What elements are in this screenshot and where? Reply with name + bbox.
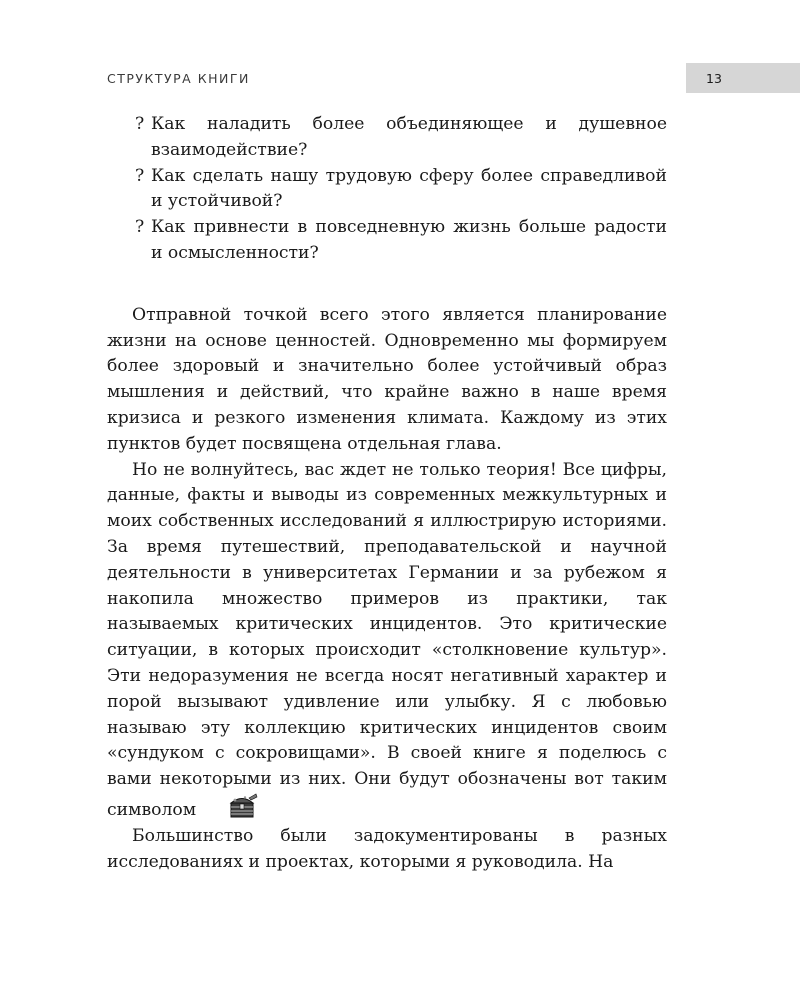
- paragraph-stories-text: Но не волнуйтесь, вас ждет не только теория! Все цифры, данные, факты и выводы из современных межкультурных и моих собственных исследований я иллюстрирую историями. За время путешествий, преподавательской и научной деятельности в университетах Германии и за рубежом я накопила множество примеров из практики, так называемых критических инцидентов. Это критические ситуации, в которых происходит «столкновение культур». Эти недоразумения не всегда носят негативный характер и порой вызывают удивление или улыбку. Я с любовью называю эту коллекцию критических инцидентов своим «сундуком с сокровищами». В своей книге я поделюсь с вами некоторыми из них. Они будут обозначены вот таким символом: [107, 459, 667, 820]
- page-number: 13: [706, 71, 722, 86]
- page-number-tab: [686, 63, 800, 93]
- paragraph-stories: [107, 458, 667, 824]
- question-marker: ?: [135, 114, 145, 134]
- question-item: [135, 164, 667, 216]
- question-item: [135, 112, 667, 164]
- question-text: Как привнести в повседневную жизнь больше радости и осмысленности?: [151, 217, 667, 263]
- running-head: СТРУКТУРА КНИГИ: [107, 71, 250, 86]
- treasure-chest-icon: [200, 793, 234, 819]
- question-text: Как сделать нашу трудовую сферу более справедливой и устойчивой?: [151, 165, 667, 212]
- paragraph-values-planning: Отправной точкой всего этого является планирование жизни на основе ценностей. Одновременно мы формируем более здоровый и значительно более устойчивый образ мышления и действий, что крайне важно в наше время кризиса и резкого изменения климата. Каждому из этих пунктов будет посвящена отдельная глава.: [107, 304, 667, 454]
- page-body: [107, 112, 667, 875]
- question-item: [135, 215, 667, 267]
- paragraph-documented: Большинство были задокументированы в разных исследованиях и проектах, которыми я руководила. На: [107, 825, 667, 872]
- question-marker: ?: [135, 165, 145, 186]
- question-marker: ?: [135, 217, 145, 238]
- question-text: Как наладить более объединяющее и душевное взаимодействие?: [151, 114, 667, 160]
- question-list: [107, 112, 667, 267]
